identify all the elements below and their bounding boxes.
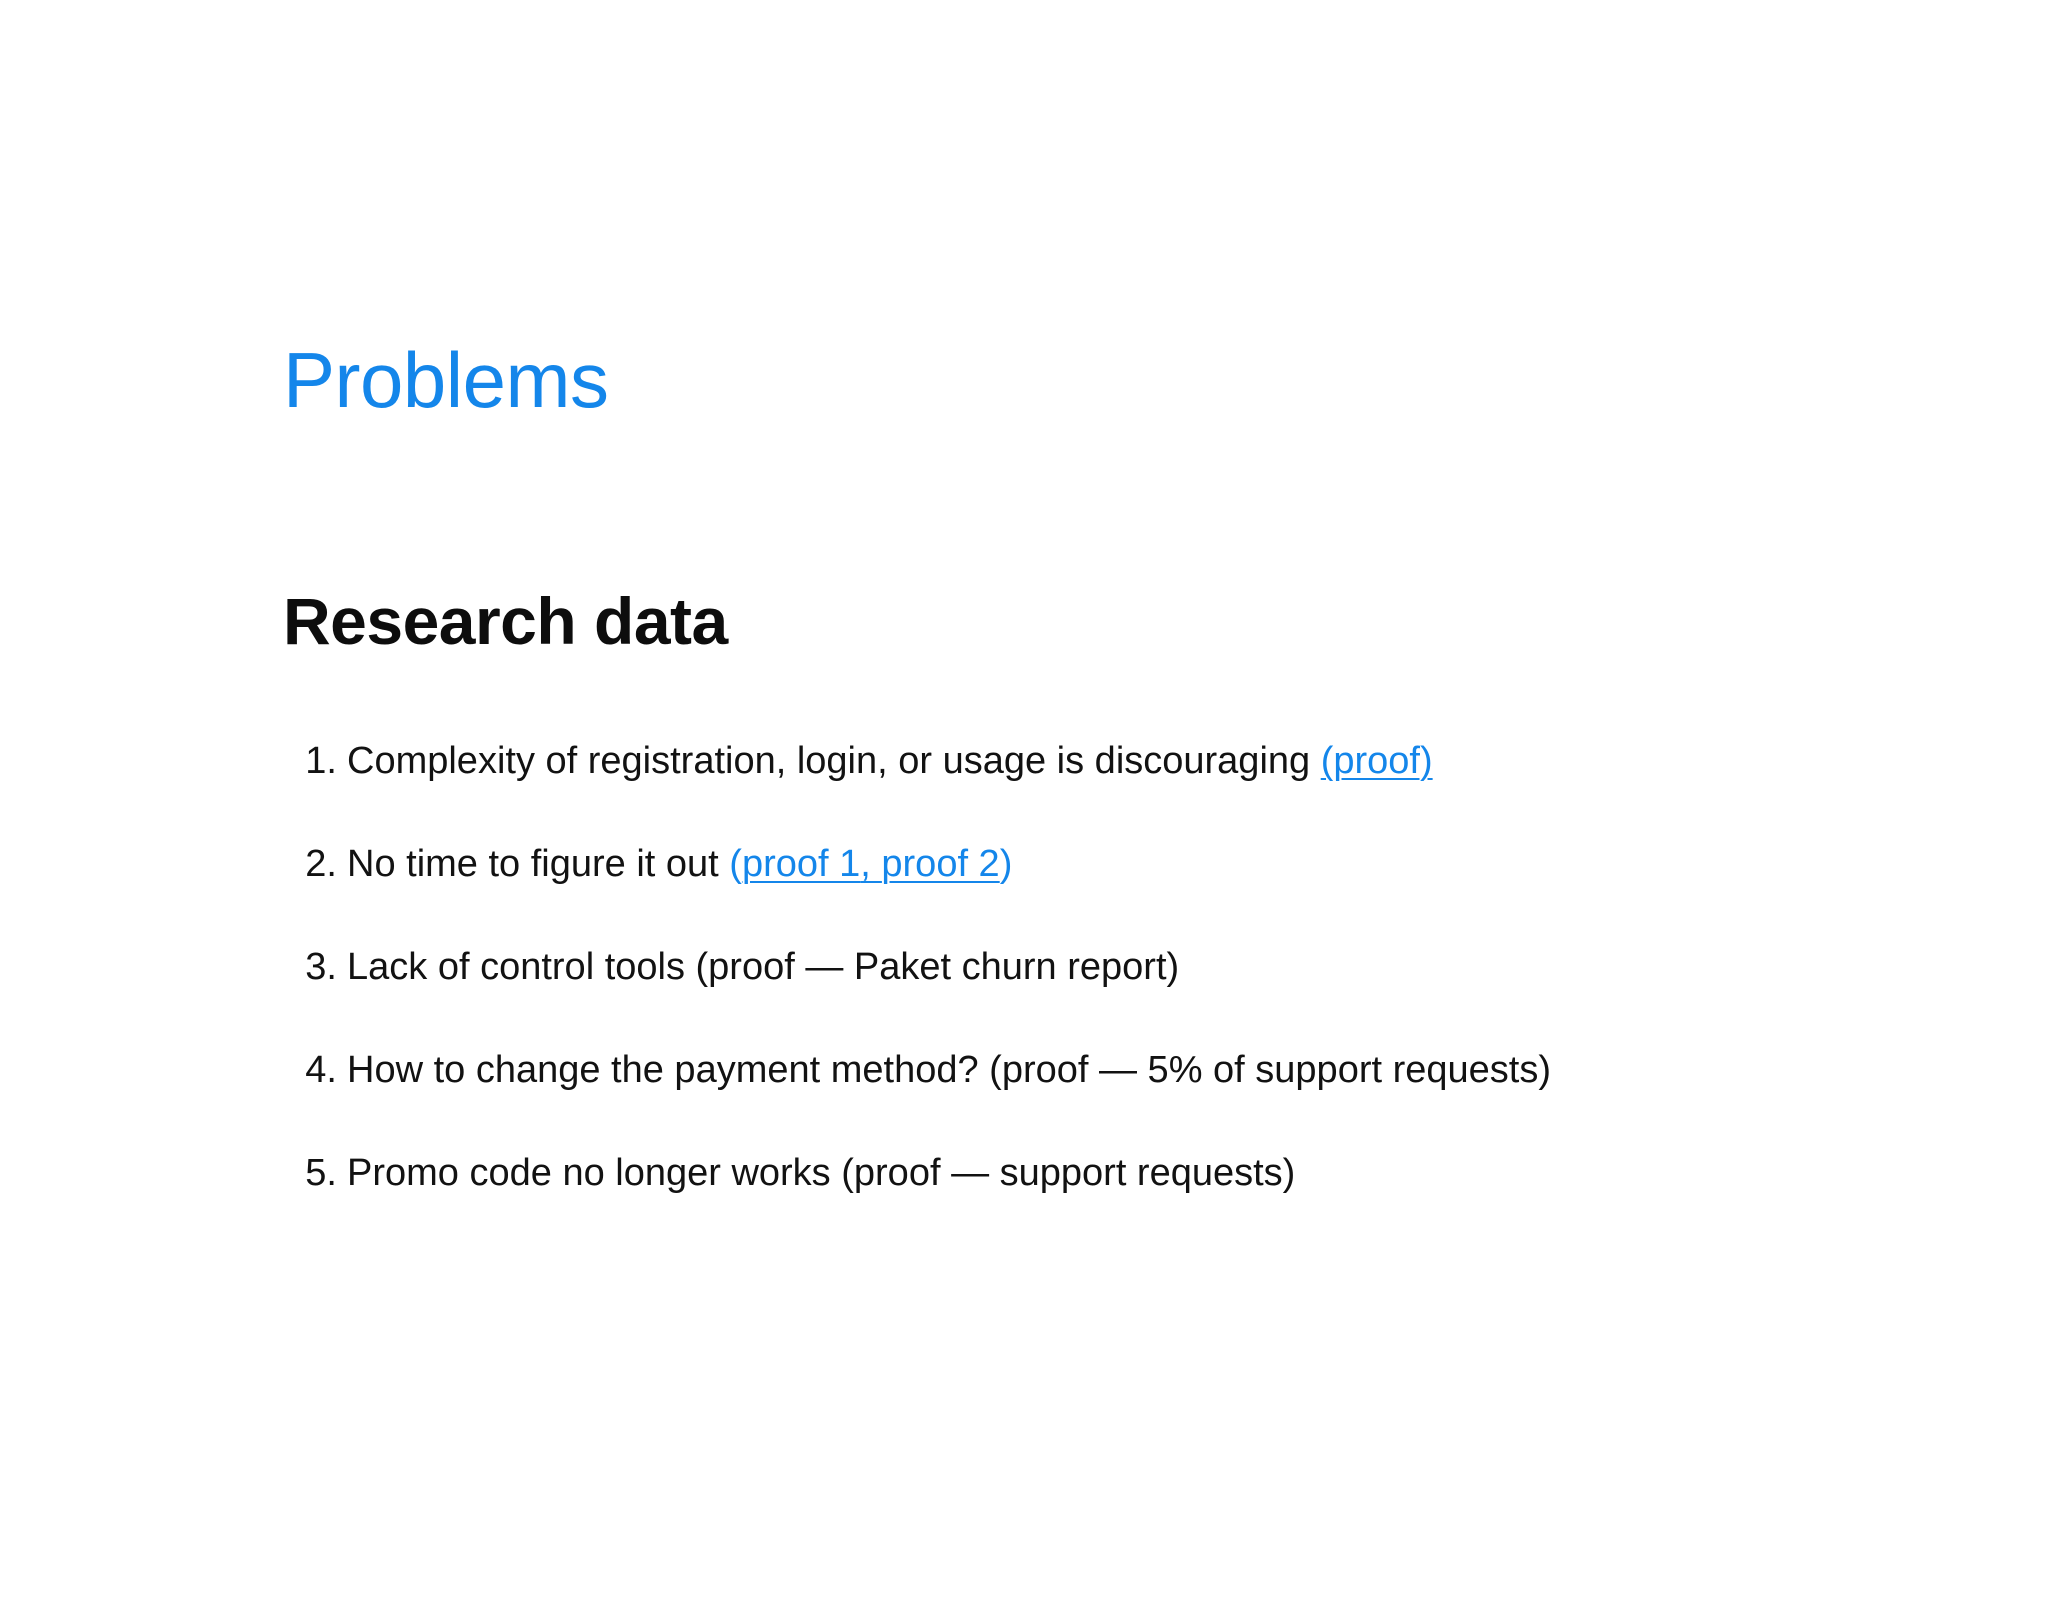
list-item-5 <box>283 1145 1551 1248</box>
paren-open: ( <box>729 843 742 885</box>
list-item-text: Promo code no longer works (proof — support requests) <box>347 1152 1296 1194</box>
list-item-number: 5. <box>305 1152 337 1194</box>
list-item-number: 2. <box>305 843 337 885</box>
problems-list <box>283 733 1551 1248</box>
proof-link[interactable]: (proof) <box>1320 740 1433 782</box>
list-item-2 <box>283 836 1551 939</box>
list-item-number: 3. <box>305 946 337 988</box>
section-heading: Research data <box>283 584 728 658</box>
list-item-number: 1. <box>305 740 337 782</box>
link-separator: , <box>860 843 882 885</box>
proof-1-link[interactable]: proof 1 <box>741 843 861 885</box>
list-item-4 <box>283 1042 1551 1145</box>
list-item-text: How to change the payment method? (proof — 5% of support requests) <box>347 1049 1551 1091</box>
proof-2-link[interactable]: proof 2 <box>881 843 1000 885</box>
list-item-text: Lack of control tools (proof — Paket churn report) <box>347 946 1180 988</box>
list-item-text: No time to figure it out <box>347 843 730 885</box>
list-item-1 <box>283 733 1551 836</box>
paren-close: ) <box>999 843 1013 885</box>
page-title: Problems <box>283 336 609 424</box>
list-item-text: Complexity of registration, login, or usage is discouraging <box>347 740 1321 782</box>
list-item-number: 4. <box>305 1049 337 1091</box>
list-item-3 <box>283 939 1551 1042</box>
